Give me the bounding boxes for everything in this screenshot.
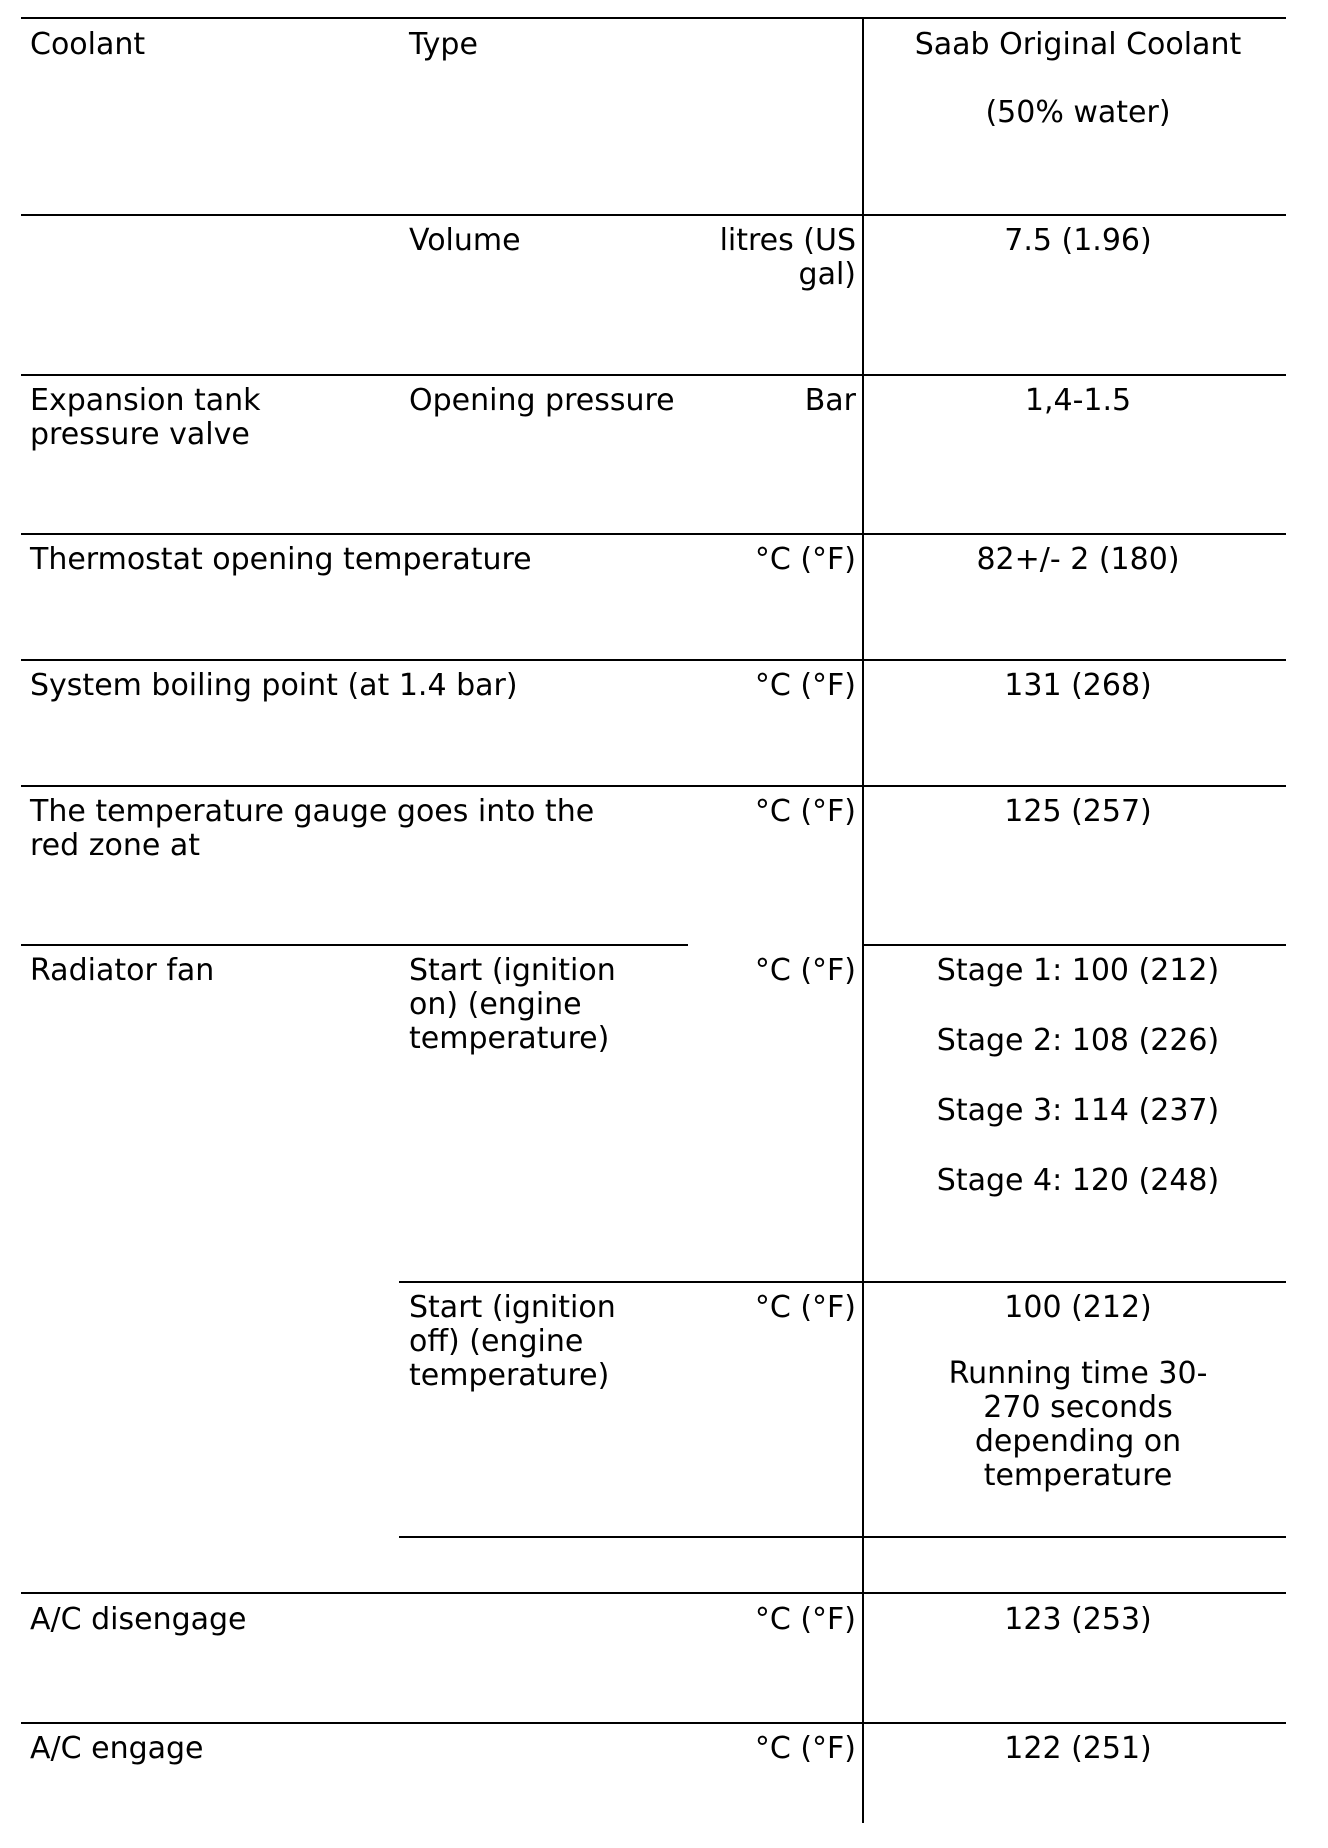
row-unit: °C (°F) <box>754 953 856 988</box>
value-line: (50% water) <box>985 95 1171 130</box>
row-label: A/C disengage <box>30 1602 247 1637</box>
row-unit: °C (°F) <box>754 1602 856 1637</box>
row-sub-label: Start (ignition on) (engine temperature) <box>409 953 616 1056</box>
row-sub-label: Volume <box>409 223 521 258</box>
row-divider <box>21 785 1286 787</box>
row-label: Radiator fan <box>30 953 215 988</box>
row-unit: Bar <box>804 383 856 418</box>
row-sub-label: Opening pressure <box>409 383 675 418</box>
value-line: 123 (253) <box>1004 1602 1152 1637</box>
value-line: Running time 30-270 seconds depending on temperature <box>948 1356 1208 1493</box>
value-line: 131 (268) <box>1004 668 1152 703</box>
row-divider <box>21 374 1286 376</box>
row-unit: litres (US gal) <box>719 223 856 292</box>
value-line: Stage 4: 120 (248) <box>936 1163 1220 1198</box>
row-value <box>868 384 1288 418</box>
value-line: Stage 2: 108 (226) <box>936 1023 1220 1058</box>
row-value <box>868 1732 1288 1766</box>
value-line: 1,4-1.5 <box>1024 383 1132 418</box>
row-sub-label: Type <box>409 27 478 62</box>
value-line: 100 (212) <box>1004 1290 1152 1325</box>
row-label: System boiling point (at 1.4 bar) <box>30 668 518 703</box>
row-divider <box>21 659 1286 661</box>
row-unit: °C (°F) <box>754 1731 856 1766</box>
row-label: Coolant <box>30 27 146 62</box>
row-divider <box>21 1592 1286 1594</box>
row-label: The temperature gauge goes into the red zone at <box>30 794 595 863</box>
row-unit: °C (°F) <box>754 1290 856 1325</box>
row-divider <box>21 214 1286 216</box>
row-label: A/C engage <box>30 1731 204 1766</box>
table-top-border <box>21 17 1286 19</box>
row-value <box>868 543 1288 577</box>
row-value <box>868 954 1288 1198</box>
row-value <box>868 669 1288 703</box>
row-divider <box>21 1722 1286 1724</box>
value-column-divider <box>862 17 864 1823</box>
value-line: 7.5 (1.96) <box>1004 223 1152 258</box>
row-divider <box>399 1536 1286 1538</box>
value-line: Stage 1: 100 (212) <box>936 953 1220 988</box>
value-line: 125 (257) <box>1004 794 1152 829</box>
value-line: 122 (251) <box>1004 1731 1152 1766</box>
row-label: Expansion tank pressure valve <box>30 383 261 452</box>
row-value <box>868 28 1288 130</box>
value-line: Saab Original Coolant <box>914 27 1242 62</box>
row-unit: °C (°F) <box>754 542 856 577</box>
value-line: Stage 3: 114 (237) <box>936 1093 1220 1128</box>
row-value <box>868 1603 1288 1637</box>
row-value <box>868 1291 1288 1493</box>
row-divider <box>399 1281 1286 1283</box>
row-value <box>868 224 1288 258</box>
row-divider <box>21 533 1286 535</box>
row-divider <box>21 944 688 946</box>
row-unit: °C (°F) <box>754 794 856 829</box>
row-sub-label: Start (ignition off) (engine temperature) <box>409 1290 616 1393</box>
row-unit: °C (°F) <box>754 668 856 703</box>
row-divider <box>863 944 1286 946</box>
value-line: 82+/- 2 (180) <box>976 542 1180 577</box>
row-label: Thermostat opening temperature <box>30 542 532 577</box>
row-value <box>868 795 1288 829</box>
